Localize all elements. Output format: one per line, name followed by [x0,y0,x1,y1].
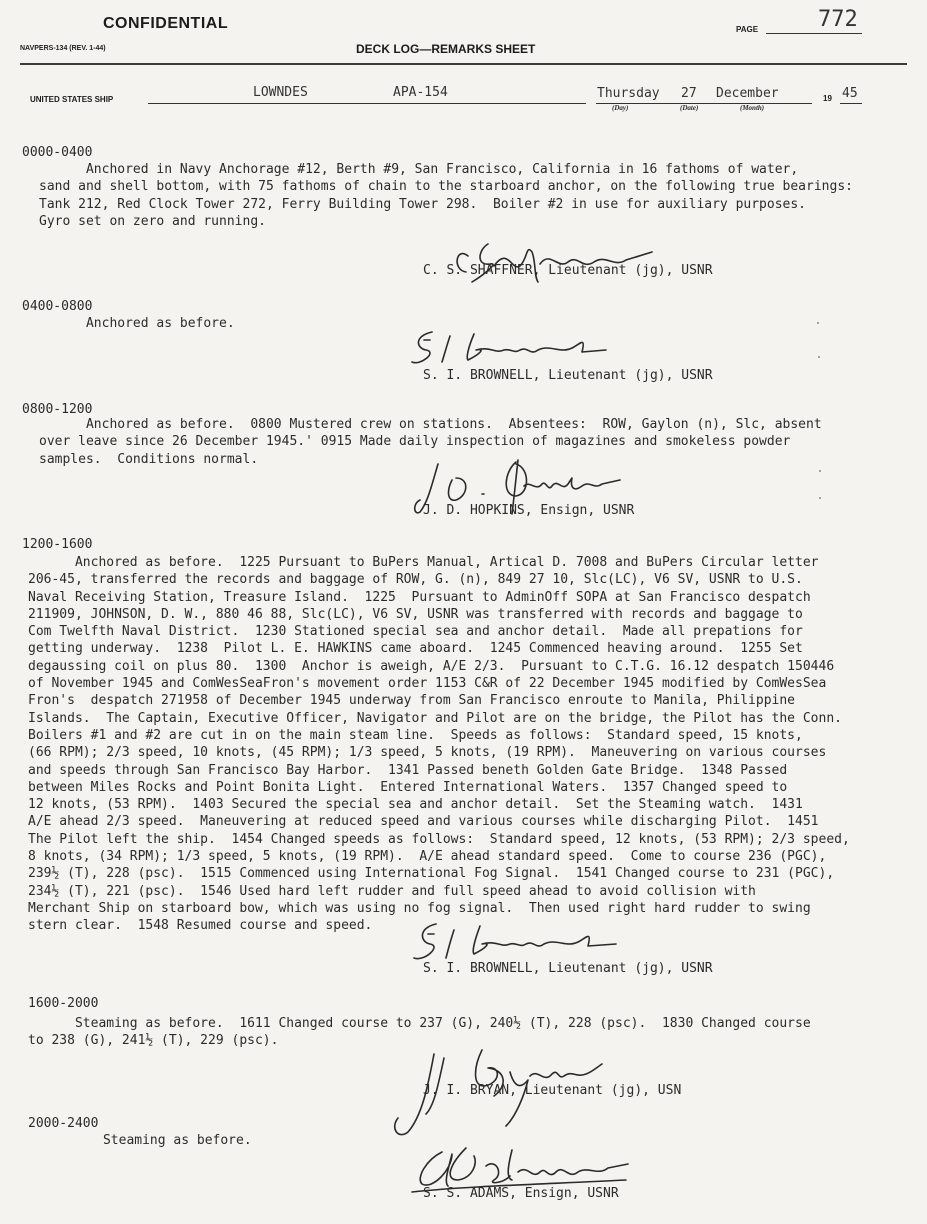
log-line: 206-45, transferred the records and baggage of ROW, G. (n), 849 27 10, Slc(LC), V6 SV, USNR to U.S. [28,572,803,588]
margin-dot [818,356,820,358]
log-line: samples. Conditions normal. [39,451,259,467]
signature-name: S. I. BROWNELL, Lieutenant (jg), USNR [423,961,713,976]
signature-name: C. S. SHAFFNER, Lieutenant (jg), USNR [423,263,713,278]
month-caption: (Month) [740,104,765,112]
watch-label: 0000-0400 [22,145,93,160]
ship-label: UNITED STATES SHIP [30,95,114,104]
log-line: to 238 (G), 241½ (T), 229 (psc). [28,1033,279,1049]
log-line: Com Twelfth Naval District. 1230 Stationed special sea and anchor detail. Made all prepations for [28,624,803,640]
log-line: Anchored as before. 0800 Mustered crew on stations. Absentees: ROW, Gaylon (n), Slc, absent [39,417,822,432]
log-line: 8 knots, (34 RPM); 1/3 speed, 5 knots, (19 RPM). A/E ahead standard speed. Come to course 236 (PGC), [28,849,827,865]
log-line: Tank 212, Red Clock Tower 272, Ferry Building Tower 298. Boiler #2 in use for auxiliary purposes. [39,196,807,212]
confidential-label: CONFIDENTIAL [103,15,229,32]
watch-label: 0800-1200 [22,402,93,417]
signature-brownell [410,326,610,370]
log-entry [56,1132,252,1149]
log-line: Steaming as before. 1611 Changed course to 237 (G), 240½ (T), 228 (psc). 1830 Changed course [28,1016,811,1031]
log-entry [39,161,853,230]
watch-label: 0400-0800 [22,299,93,314]
signature-name: S. I. BROWNELL, Lieutenant (jg), USNR [423,368,713,383]
log-line: Merchant Ship on starboard bow, which was using no fog signal. Then used right hard rudder to swing [28,900,811,916]
log-line: Anchored in Navy Anchorage #12, Berth #9, San Francisco, California in 16 fathoms of water, [39,162,799,177]
log-line: Steaming as before. [56,1133,252,1148]
header-rule [20,63,907,65]
log-line: 239½ (T), 228 (psc). 1515 Commenced using International Fog Signal. 1541 Changed course to 231 (PGC), [28,866,835,882]
page-number-line [766,33,862,34]
log-line: stern clear. 1548 Resumed course and speed. [28,918,373,934]
margin-dot [819,497,821,499]
log-line: Naval Receiving Station, Treasure Island. 1225 Pursuant to AdminOff SOPA at San Francisco despatch [28,589,811,605]
signature-name: S. S. ADAMS, Ensign, USNR [423,1186,619,1201]
day-field: Thursday [597,86,660,101]
date-caption: (Date) [680,104,699,112]
log-line: getting underway. 1238 Pilot L. E. HAWKINS came aboard. 1245 Commenced heaving around. 1255 Set [28,641,803,657]
signature-name: J. I. BRYAN, Lieutenant (jg), USN [423,1083,682,1098]
form-title: DECK LOG—REMARKS SHEET [356,42,536,56]
margin-dot [819,470,821,472]
watch-label: 1200-1600 [22,537,93,552]
day-caption: (Day) [612,104,629,112]
log-line: Anchored as before. 1225 Pursuant to BuPers Manual, Artical D. 7008 and BuPers Circular letter [28,555,819,570]
month-field: December [716,86,779,101]
log-line: Islands. The Captain, Executive Officer, Navigator and Pilot are on the bridge, the Pilot has the Conn. [28,710,842,726]
date-field: 27 [681,86,697,101]
page-label: PAGE [736,25,759,34]
log-line: 234½ (T), 221 (psc). 1546 Used hard left rudder and full speed ahead to avoid collision with [28,883,756,899]
ship-name: LOWNDES [253,85,308,100]
log-line: of November 1945 and ComWesSeaFron's movement order 1153 C&R of 22 December 1945 modified by ComWesSea [28,676,827,692]
year-line [840,103,862,104]
watch-label: 2000-2400 [28,1116,99,1131]
form-id: NAVPERS-134 (REV. 1-44) [20,45,106,52]
log-entry [28,554,850,935]
watch-label: 1600-2000 [28,996,99,1011]
log-line: and speeds through San Francisco Bay Harbor. 1341 Passed beneth Golden Gate Bridge. 1348 Passed [28,762,788,778]
log-line: 12 knots, (53 RPM). 1403 Secured the special sea and anchor detail. Set the Steaming watch. 1431 [28,797,803,813]
log-line: Boilers #1 and #2 are cut in on the main steam line. Speeds as follows: Standard speed, 15 knots, [28,727,803,743]
log-line: Fron's despatch 271958 of December 1945 underway from San Francisco enroute to Manila, Philippine [28,693,796,709]
signature-name: J. D. HOPKINS, Ensign, USNR [423,503,635,518]
hull-number: APA-154 [393,85,448,100]
page-number: 772 [818,7,858,32]
log-line: Anchored as before. [39,316,235,331]
year-field: 45 [842,86,858,101]
log-line: between Miles Rocks and Point Bonita Light. Entered International Waters. 1357 Changed speed to [28,779,788,795]
log-entry [39,315,235,332]
log-line: degaussing coil on plus 80. 1300 Anchor is aweigh, A/E 2/3. Pursuant to C.T.G. 16.12 despatch 150446 [28,658,835,674]
log-line: Gyro set on zero and running. [39,213,266,229]
log-line: A/E ahead 2/3 speed. Maneuvering at reduced speed and various courses while discharging Pilot. 1451 [28,814,819,830]
log-line: The Pilot left the ship. 1454 Changed speeds as follows: Standard speed, 12 knots, (53 RPM); 2/3 speed, [28,831,850,847]
log-line: over leave since 26 December 1945.' 0915 Made daily inspection of magazines and smokeless powder [39,434,791,450]
year-prefix: 19 [823,94,832,103]
log-entry [28,1015,811,1050]
margin-dot [817,322,819,324]
log-line: (66 RPM); 2/3 speed, 10 knots, (45 RPM); 1/3 speed, 5 knots, (19 RPM). Maneuvering on various courses [28,745,827,761]
date-line [596,103,812,104]
log-line: 211909, JOHNSON, D. W., 880 46 88, Slc(LC), V6 SV, USNR was transferred with records and baggage to [28,606,803,622]
log-line: sand and shell bottom, with 75 fathoms of chain to the starboard anchor, on the following true bearings: [39,179,853,195]
ship-line [148,103,586,104]
